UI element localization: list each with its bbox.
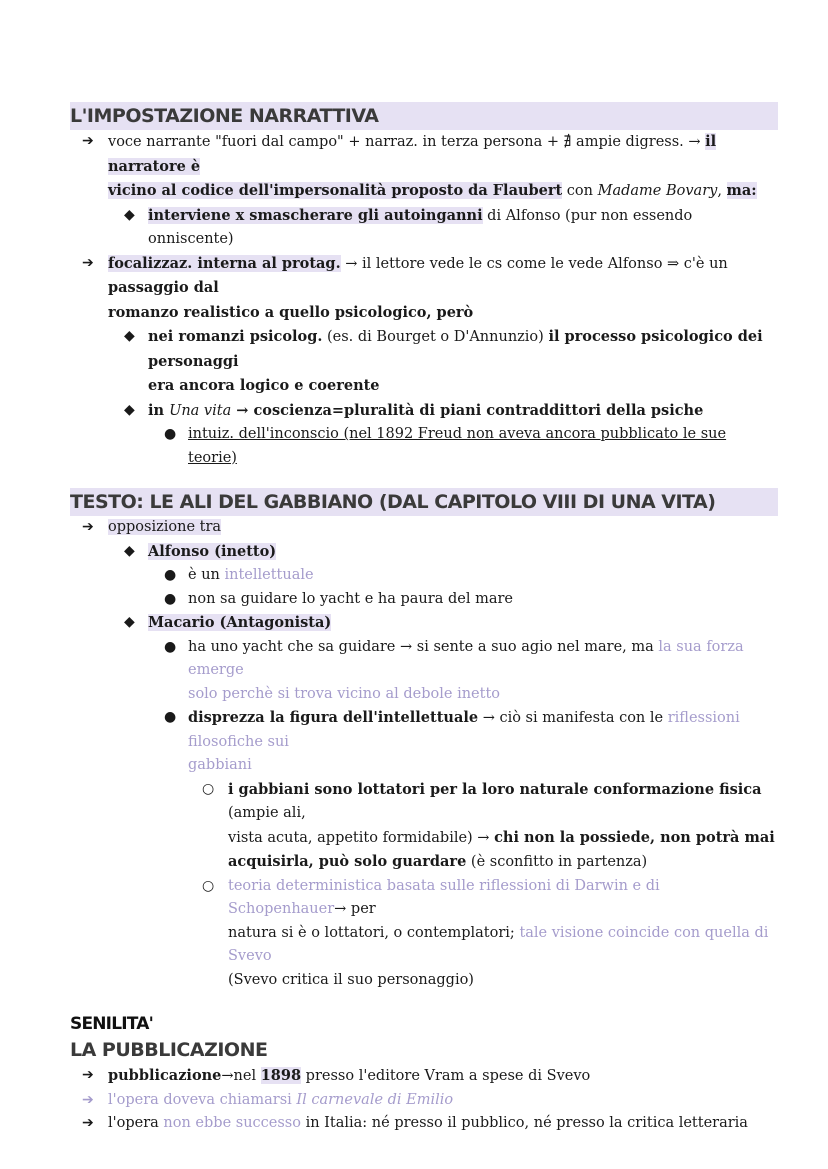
list-item: vicino al codice dell'impersonalità proposto da Flaubert con Madame Bovary, ma: xyxy=(108,182,757,199)
arrow-bullet-icon: ➔ xyxy=(82,254,94,271)
list-item: era ancora logico e coerente xyxy=(148,377,380,394)
arrow-bullet-icon: ➔ xyxy=(82,133,94,149)
list-item: natura si è o lottatori, o contemplatori; tale visione coincide con quella di Svevo xyxy=(228,924,769,964)
list-item: ◆ in Una vita → coscienza=pluralità di piani contraddittori della psiche xyxy=(70,399,778,424)
list-item: ● ha uno yacht che sa guidare → si sente a suo agio nel mare, ma la sua forza emerge xyxy=(70,636,778,683)
list-item: ➔ l'opera doveva chiamarsi Il carnevale di Emilio xyxy=(70,1089,778,1113)
list-item: ◆ Alfonso (inetto) xyxy=(70,540,778,565)
dot-bullet-icon: ● xyxy=(164,567,177,583)
arrow-bullet-icon: ➔ xyxy=(82,1067,94,1083)
list-item: ● è un intellettuale xyxy=(70,564,778,588)
circle-bullet-icon: ○ xyxy=(202,877,215,894)
arrow-bullet-icon: ➔ xyxy=(82,1115,94,1131)
list-item: ○ teoria deterministica basata sulle riflessioni di Darwin e di Schopenhauer→ per xyxy=(70,875,778,922)
arrow-bullet-icon: ➔ xyxy=(82,519,94,535)
dot-bullet-icon: ● xyxy=(164,638,177,655)
list-item: ➔ pubblicazione→nel 1898 presso l'editore Vram a spese di Svevo xyxy=(70,1064,778,1089)
list-item: ● disprezza la figura dell'intellettuale → ciò si manifesta con le riflessioni filosofiche sui xyxy=(70,706,778,754)
list-item: gabbiani xyxy=(188,757,252,773)
diamond-bullet-icon: ◆ xyxy=(124,401,135,418)
diamond-bullet-icon: ◆ xyxy=(124,542,135,559)
list-item: ➔ voce narrante "fuori dal campo" + narraz. in terza persona + ∄ ampie digress. → il narratore è xyxy=(70,130,778,179)
list-item: ➔ focalizzaz. interna al protag. → il lettore vede le cs come le vede Alfonso ⇒ c'è un passaggio dal xyxy=(70,252,778,301)
list-item: romanzo realistico a quello psicologico, però xyxy=(108,303,474,321)
list-item: ◆ Macario (Antagonista) xyxy=(70,611,778,636)
section-title-senilita: SENILITA' xyxy=(70,1014,154,1034)
section-title-impostazione: L'IMPOSTAZIONE NARRATTIVA xyxy=(70,102,778,130)
dot-bullet-icon: ● xyxy=(164,426,177,442)
list-item: ● non sa guidare lo yacht e ha paura del mare xyxy=(70,588,778,612)
arrow-bullet-icon: ➔ xyxy=(82,1091,94,1108)
list-item: vista acuta, appetito formidabile) → chi non la possiede, non potrà mai xyxy=(228,828,775,846)
diamond-bullet-icon: ◆ xyxy=(124,614,135,630)
list-item: solo perchè si trova vicino al debole inetto xyxy=(188,685,501,702)
list-item: ➔ l'opera non ebbe successo in Italia: né presso il pubblico, né presso la critica letteraria xyxy=(70,1112,778,1136)
list-item: ◆ interviene x smascherare gli autoinganni di Alfonso (pur non essendo onniscente) xyxy=(70,204,778,252)
diamond-bullet-icon: ◆ xyxy=(124,206,135,223)
diamond-bullet-icon: ◆ xyxy=(124,328,135,344)
list-item: ➔ opposizione tra xyxy=(70,516,778,540)
dot-bullet-icon: ● xyxy=(164,709,177,725)
list-item: (Svevo critica il suo personaggio) xyxy=(228,971,474,988)
list-item: acquisirla, può solo guardare (è sconfitto in partenza) xyxy=(228,853,648,870)
circle-bullet-icon: ○ xyxy=(202,780,215,797)
list-item: ○ i gabbiani sono lottatori per la loro naturale conformazione fisica (ampie ali, xyxy=(70,778,778,826)
section-title-testo: TESTO: LE ALI DEL GABBIANO (DAL CAPITOLO VIII DI UNA VITA) xyxy=(70,488,778,516)
list-item: ● intuiz. dell'inconscio (nel 1892 Freud non aveva ancora pubblicato le sue teorie) xyxy=(70,423,778,470)
section-title-pubblicazione: LA PUBBLICAZIONE xyxy=(70,1039,268,1061)
dot-bullet-icon: ● xyxy=(164,590,177,607)
list-item: ◆ nei romanzi psicolog. (es. di Bourget o D'Annunzio) il processo psicologico dei personaggi xyxy=(70,325,778,374)
